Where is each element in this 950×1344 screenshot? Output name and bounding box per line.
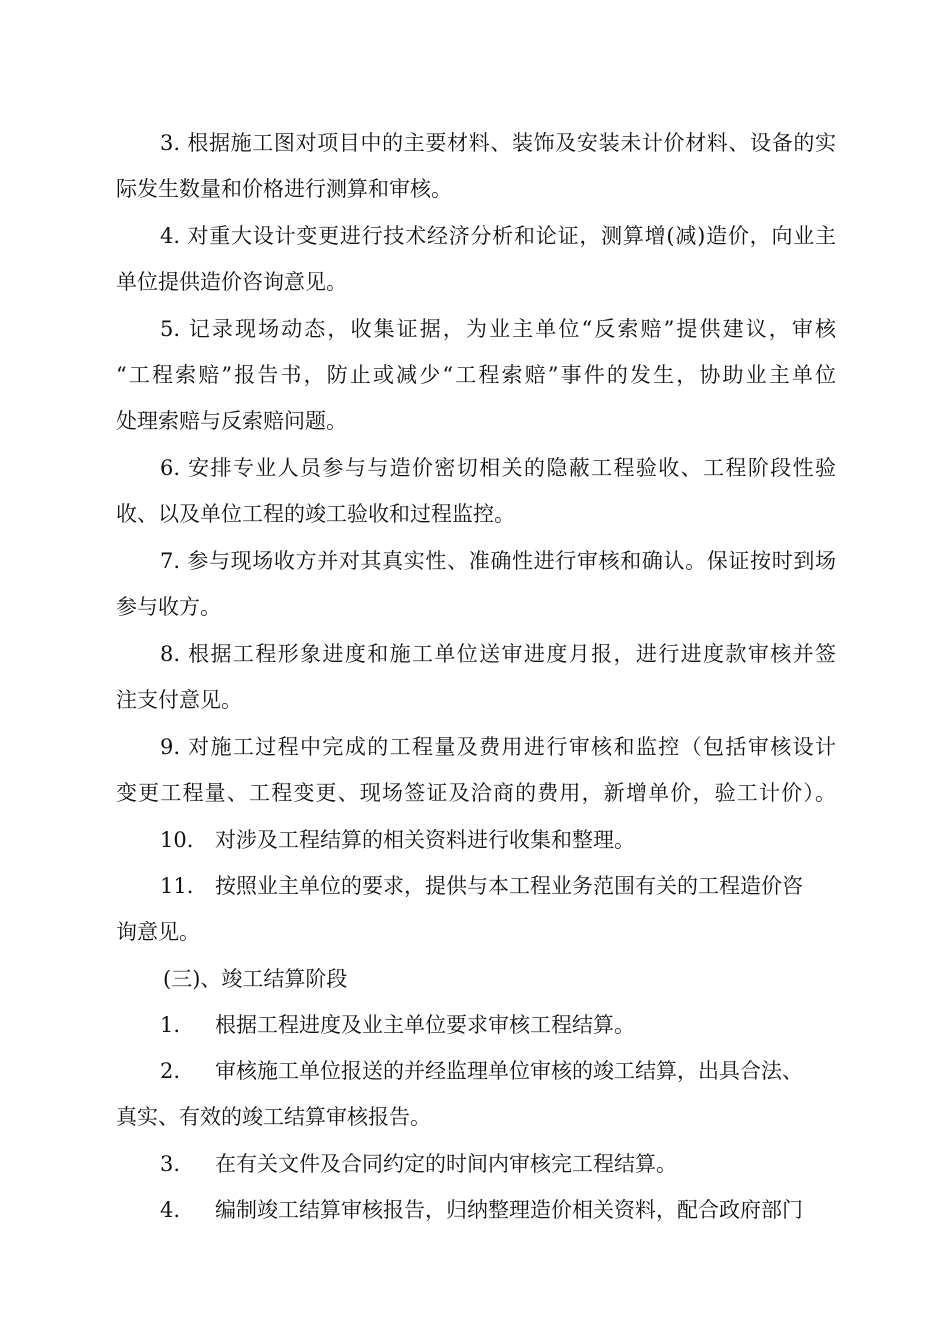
- paragraph-10-number: 10.: [160, 828, 194, 852]
- paragraph-5-line-1: 5. 记录现场动态，收集证据，为业主单位“反索赔”提供建议，审核: [160, 317, 836, 341]
- section-item-2-line-1: [160, 1056, 803, 1086]
- paragraph-11-number: 11.: [160, 874, 194, 898]
- paragraph-3-line-1: 3. 根据施工图对项目中的主要材料、装饰及安装未计价材料、设备的实: [160, 131, 836, 155]
- paragraph-10: [160, 825, 635, 855]
- paragraph-3-line-2: 际发生数量和价格进行测算和审核。: [116, 177, 452, 201]
- paragraph-5-line-2: “工程索赔”报告书，防止或减少“工程索赔”事件的发生，协助业主单位: [116, 363, 836, 387]
- paragraph-11-line-2: 询意见。: [116, 920, 200, 944]
- paragraph-11-text: 按照业主单位的要求，提供与本工程业务范围有关的工程造价咨: [215, 874, 803, 898]
- paragraph-7-line-2: 参与收方。: [116, 595, 221, 619]
- paragraph-6-line-1: 6. 安排专业人员参与与造价密切相关的隐蔽工程验收、工程阶段性验: [160, 456, 836, 480]
- section-item-1-number: 1.: [160, 1013, 181, 1037]
- section-item-4-text: 编制竣工结算审核报告，归纳整理造价相关资料，配合政府部门: [215, 1198, 803, 1222]
- paragraph-9-line-2: 变更工程量、工程变更、现场签证及洽商的费用，新增单价，验工计价）。: [116, 781, 836, 805]
- section-item-4: [160, 1195, 803, 1225]
- paragraph-5-line-3: 处理索赔与反索赔问题。: [116, 409, 347, 433]
- section-item-2-number: 2.: [160, 1059, 181, 1083]
- paragraph-4-line-1: 4. 对重大设计变更进行技术经济分析和论证，测算增(减)造价，向业主: [160, 224, 836, 248]
- paragraph-9-line-1: 9. 对施工过程中完成的工程量及费用进行审核和监控（包括审核设计: [160, 735, 836, 759]
- paragraph-4-line-2: 单位提供造价咨询意见。: [116, 270, 347, 294]
- section-item-2-line-2: 真实、有效的竣工结算审核报告。: [116, 1105, 431, 1129]
- section-item-3: [160, 1149, 677, 1179]
- paragraph-8-line-2: 注支付意见。: [116, 688, 242, 712]
- section-item-4-number: 4.: [160, 1198, 181, 1222]
- section-item-3-number: 3.: [160, 1152, 181, 1176]
- section-item-3-text: 在有关文件及合同约定的时间内审核完工程结算。: [215, 1152, 677, 1176]
- section-item-1-text: 根据工程进度及业主单位要求审核工程结算。: [215, 1013, 635, 1037]
- paragraph-7-line-1: 7. 参与现场收方并对其真实性、准确性进行审核和确认。保证按时到场: [160, 549, 836, 573]
- paragraph-8-line-1: 8. 根据工程形象进度和施工单位送审进度月报，进行进度款审核并签: [160, 642, 836, 666]
- paragraph-6-line-2: 收、以及单位工程的竣工验收和过程监控。: [116, 502, 515, 526]
- section-item-2-text: 审核施工单位报送的并经监理单位审核的竣工结算，出具合法、: [215, 1059, 803, 1083]
- paragraph-11-line-1: [160, 871, 803, 901]
- section-heading: (三)、竣工结算阶段: [163, 967, 348, 991]
- paragraph-10-text: 对涉及工程结算的相关资料进行收集和整理。: [215, 828, 635, 852]
- section-item-1: [160, 1010, 635, 1040]
